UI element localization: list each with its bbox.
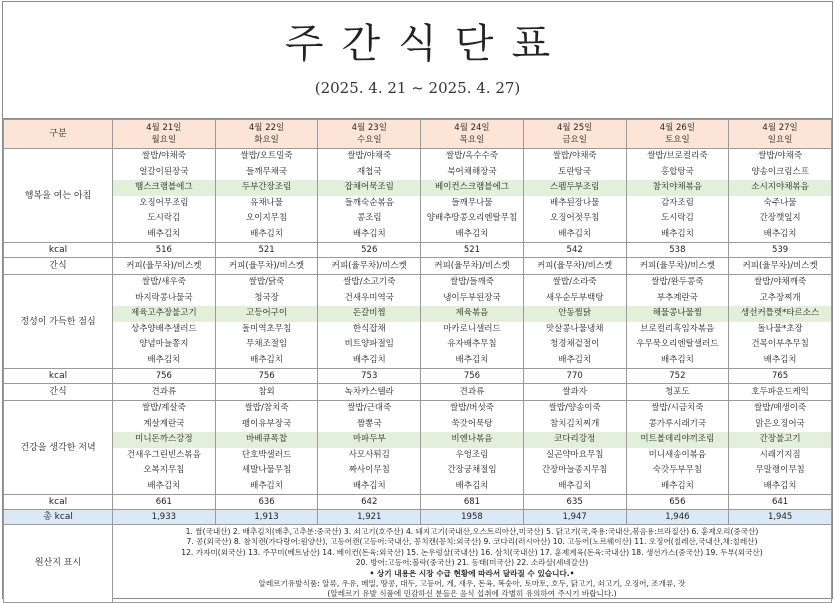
- snack-item: 청포도: [626, 384, 729, 401]
- kcal-value: 635: [523, 495, 626, 510]
- menu-item: 스펨두부조림: [524, 180, 626, 196]
- origin-line: 7. 콩(외국산) 8. 참치캔(가다랑어:원양산), 고등어캔(고등어:국내산, 꽁치캔(꽁치:외국산) 9. 코다리(러시아산) 10. 고등어(노르웨이산) 11. 오징어(칠레산,국내산,채:칠레산): [186, 537, 758, 547]
- menu-item: 쌀밥/오트밀죽: [240, 151, 293, 161]
- menu-item: 실곤약마요무침: [545, 449, 604, 460]
- menu-item: 미니새송이볶음: [648, 449, 707, 460]
- breakfast-menu-cell: [626, 149, 729, 243]
- menu-item: 돌나물*초장: [757, 323, 803, 334]
- kcal-value: 753: [318, 369, 421, 384]
- menu-item: 팽이유부장국: [241, 418, 292, 429]
- day-date: 4월 26일: [659, 123, 696, 133]
- breakfast-menu-cell: [729, 149, 832, 243]
- menu-item: 쌀밥/시금치죽: [651, 403, 704, 413]
- breakfast-menu-cell: [318, 149, 421, 243]
- menu-item: 소시지야채볶음: [729, 180, 831, 196]
- menu-item: 도시락김: [660, 213, 694, 223]
- kcal-value: 656: [626, 495, 729, 510]
- menu-item: 쌀밥/야채죽: [758, 151, 803, 161]
- lunch-menu-cell: [523, 275, 626, 369]
- menu-item: 배추김치: [147, 354, 181, 365]
- total-value: 1,947: [523, 510, 626, 525]
- menu-item: 마카로니샐러드: [443, 323, 501, 334]
- menu-item: 마파두부: [318, 432, 420, 448]
- menu-item: 배추김치: [352, 480, 386, 491]
- menu-item: 숙갓두부무침: [652, 465, 702, 475]
- menu-item: 햄스크램블에그: [113, 180, 215, 196]
- dinner-menu-cell: [215, 401, 318, 495]
- lunch-menu-cell: [318, 275, 421, 369]
- menu-item: 무말랭이무침: [755, 465, 805, 475]
- menu-item: 양배추땅콩오리엔탈무침: [426, 213, 518, 223]
- kcal-value: 756: [113, 369, 216, 384]
- menu-item: 간장궁채절임: [447, 465, 497, 475]
- menu-item: 유채나물: [250, 197, 283, 208]
- total-value: 1,921: [318, 510, 421, 525]
- menu-item: 들깨무채국: [246, 166, 288, 177]
- menu-item: 제육고추장불고기: [113, 306, 215, 322]
- menu-item: 제육볶음: [421, 306, 523, 322]
- dinner-row: [4, 401, 832, 495]
- day-header: [113, 120, 216, 149]
- menu-item: 안동찜닭: [524, 306, 626, 322]
- menu-item: 배추김치: [558, 354, 592, 365]
- menu-item: 오복지무침: [143, 465, 185, 475]
- menu-item: 간장마늘종지무침: [541, 465, 608, 475]
- total-kcal-row: [4, 510, 832, 525]
- menu-item: 배추김치: [455, 354, 489, 365]
- day-weekday: 토요일: [665, 135, 690, 145]
- lunch-menu-cell: [113, 275, 216, 369]
- menu-item: 쌀밥/완두콩죽: [651, 277, 704, 287]
- menu-sheet: [2, 1, 833, 599]
- kcal-value: 641: [729, 495, 832, 510]
- menu-item: 생선커틀렛*타르소스: [729, 306, 831, 322]
- menu-item: 바지락콩나물국: [135, 292, 193, 303]
- menu-item: 비트양파절임: [344, 339, 394, 349]
- day-weekday: 수요일: [356, 135, 382, 145]
- day-date: 4월 24일: [454, 123, 490, 133]
- day-weekday: 월요일: [151, 135, 177, 145]
- breakfast-menu-cell: [215, 149, 318, 243]
- dinner-label: 건강을 생각한 저녁: [4, 401, 113, 495]
- menu-item: 홍합탕국: [660, 166, 694, 177]
- menu-item: 돈갈비찜: [318, 306, 420, 322]
- snack-item: 커피(율무차)/비스켓: [729, 258, 832, 275]
- kcal-value: 752: [626, 369, 729, 384]
- day-date: 4월 27일: [762, 123, 798, 133]
- lunch-menu-cell: [626, 275, 729, 369]
- origin-line: (알레르기 유발 식품에 민감하신 분들은 음식 섭취에 각별히 유의하여 주시기 바랍니다.): [327, 589, 617, 599]
- day-date: 4월 22일: [248, 123, 285, 133]
- menu-item: 들깨무나물: [451, 197, 493, 208]
- menu-item: 쌀밥/야채죽: [347, 151, 392, 161]
- menu-table: [3, 119, 832, 603]
- menu-item: 참치김치찌개: [550, 418, 600, 429]
- kcal-value: 756: [215, 369, 318, 384]
- kcal-value: 756: [421, 369, 524, 384]
- menu-item: 냉이두부된장국: [443, 292, 501, 303]
- menu-item: 코다리강정: [524, 432, 626, 448]
- menu-item: 브로컬리흑임자볶음: [640, 323, 715, 334]
- day-weekday: 목요일: [459, 135, 485, 145]
- menu-item: 쌀밥/옥수수죽: [445, 151, 499, 161]
- menu-item: 새우순두부백탕: [545, 292, 604, 303]
- origin-line: 1. 쌀(국내산) 2. 배추김치(배추,고추분:중국산) 3. 쇠고기(호주산) 4. 돼지고기(국내산,오스트리아산,미국산) 5. 닭고기(국,죽용:국내산,볶음용:브라질산) 6. 훈제오리(중국산): [185, 527, 759, 536]
- menu-item: 간장불고기: [729, 432, 831, 448]
- kcal-value: 542: [523, 243, 626, 258]
- menu-item: 배추김치: [763, 480, 797, 491]
- day-header: [523, 120, 626, 149]
- menu-item: 고추장찌개: [759, 292, 801, 303]
- menu-item: 미트볼데리야끼조림: [627, 432, 729, 448]
- menu-item: 청경채겉절이: [550, 339, 600, 349]
- menu-item: 우엉조림: [455, 449, 489, 460]
- menu-item: 배추김치: [352, 354, 386, 365]
- menu-item: 쌀밥/닭죽: [248, 277, 285, 287]
- day-weekday: 금요일: [562, 135, 587, 145]
- header-row: [4, 120, 832, 149]
- snack-item: 커피(율무차)/비스켓: [215, 258, 318, 275]
- snack2-row: [4, 384, 832, 401]
- menu-item: 쑥갓어묵탕: [451, 418, 493, 429]
- menu-item: 짬뽕국: [356, 418, 382, 429]
- menu-item: 배추된장나물: [550, 197, 600, 208]
- menu-item: 배추김치: [763, 354, 797, 365]
- menu-item: 베이컨스크램블에그: [421, 180, 523, 196]
- kcal-value: 661: [113, 495, 216, 510]
- origin-notes: [113, 525, 832, 603]
- kcal-value: 770: [523, 369, 626, 384]
- dinner-kcal-row: [4, 495, 832, 510]
- snack-item: 녹차카스텔라: [318, 384, 421, 401]
- origin-line: 알레르기유발식품: 알류, 우유, 메밀, 땅콩, 대두, 고등어, 게, 새우, 돈육, 복숭아, 토마토, 호두, 닭고기, 쇠고기, 오징어, 조개류, 잣: [258, 579, 686, 589]
- menu-item: 쌀밥/양송이죽: [548, 403, 601, 413]
- breakfast-label: 행복을 여는 아침: [4, 149, 113, 243]
- kcal-value: 765: [729, 369, 832, 384]
- title-box: [3, 2, 832, 119]
- kcal-label: kcal: [4, 243, 113, 258]
- breakfast-menu-cell: [523, 149, 626, 243]
- menu-item: 쌀밥/브로컬리죽: [647, 151, 708, 161]
- day-date: 4월 23일: [351, 123, 387, 133]
- menu-item: 청국장: [254, 292, 279, 303]
- menu-item: 쌀밥/야채죽: [552, 151, 597, 161]
- menu-item: 배추김치: [455, 480, 489, 491]
- day-header: [318, 120, 421, 149]
- menu-item: 부추계란국: [656, 292, 698, 303]
- menu-item: 무채조절임: [246, 339, 288, 349]
- breakfast-row: [4, 149, 832, 243]
- menu-item: 양송이크림스프: [751, 166, 809, 177]
- header-label: 구분: [4, 120, 113, 149]
- snack-item: 참외: [215, 384, 318, 401]
- menu-item: 유자배추무침: [447, 339, 497, 349]
- kcal-value: 521: [421, 243, 524, 258]
- menu-item: 쌀밥/들깨죽: [450, 277, 494, 287]
- day-weekday: 일요일: [767, 135, 793, 145]
- menu-item: 단호박샐러드: [241, 449, 292, 460]
- dinner-menu-cell: [523, 401, 626, 495]
- menu-item: 쌀밥/야채깨죽: [754, 277, 807, 287]
- menu-item: 쌀밥/계살죽: [141, 403, 186, 413]
- dinner-menu-cell: [421, 401, 524, 495]
- day-weekday: 화요일: [254, 135, 279, 145]
- menu-item: 바베큐폭찹: [216, 432, 318, 448]
- menu-item: 우무묵오리엔탈샐러드: [636, 339, 719, 349]
- menu-item: 맛살콩나물냉채: [545, 323, 604, 334]
- dinner-menu-cell: [729, 401, 832, 495]
- menu-item: 배추김치: [250, 480, 283, 491]
- snack-item: 커피(율무차)/비스켓: [626, 258, 729, 275]
- menu-item: 두부간장조림: [216, 180, 318, 196]
- menu-item: 오징어젓무침: [550, 213, 600, 223]
- menu-item: 건새우미역국: [344, 292, 394, 303]
- menu-item: 배추김치: [558, 228, 592, 239]
- total-value: 1,946: [626, 510, 729, 525]
- snack1-row: [4, 258, 832, 275]
- snack-item: 호두파운드케익: [729, 384, 832, 401]
- menu-item: 상추양배추샐러드: [131, 323, 197, 334]
- snack-item: 커피(율무차)/비스켓: [523, 258, 626, 275]
- menu-item: 들깨숙순볶음: [344, 197, 394, 208]
- origin-line: • 상기 내용은 시장 수급 현황에 따라서 달라질 수 있습니다.•: [369, 568, 575, 578]
- menu-item: 배추김치: [660, 354, 694, 365]
- menu-item: 한식잡채: [352, 323, 386, 334]
- menu-item: 북어채해장국: [447, 166, 497, 177]
- dinner-menu-cell: [113, 401, 216, 495]
- snack-item: 견과류: [113, 384, 216, 401]
- page-title: 주간식단표: [284, 21, 569, 67]
- day-date: 4월 21일: [146, 123, 182, 133]
- day-header: [626, 120, 729, 149]
- kcal-value: 526: [318, 243, 421, 258]
- origin-line: 20. 방어:고등어:볼락(중국산) 21. 동태(미국산) 22. 소라살(세네갈산): [355, 558, 589, 568]
- menu-item: 오징어무조림: [139, 197, 189, 208]
- menu-item: 쌀밥/소고기죽: [343, 277, 396, 287]
- kcal-label: kcal: [4, 369, 113, 384]
- menu-item: 비엔나볶음: [421, 432, 523, 448]
- breakfast-menu-cell: [113, 149, 216, 243]
- snack-item: 커피(율무차)/비스켓: [113, 258, 216, 275]
- menu-item: 계살계란국: [143, 418, 185, 429]
- total-label: 총 kcal: [4, 510, 113, 525]
- day-date: 4월 25일: [556, 123, 593, 133]
- total-value: 1,913: [215, 510, 318, 525]
- origin-label: 원산지 표시: [4, 525, 113, 603]
- menu-item: 세발나물무침: [241, 465, 292, 475]
- kcal-value: 636: [215, 495, 318, 510]
- menu-item: 사모사튀김: [348, 449, 390, 460]
- menu-item: 짜사이무침: [348, 465, 390, 475]
- day-header: [215, 120, 318, 149]
- menu-item: 고등어구이: [216, 306, 318, 322]
- menu-item: 쌀밥/매생이죽: [754, 403, 807, 413]
- menu-item: 숙주나물: [763, 197, 797, 208]
- menu-item: 재첩국: [356, 166, 382, 177]
- breakfast-menu-cell: [421, 149, 524, 243]
- menu-item: 쌀밥/참치죽: [244, 403, 289, 413]
- menu-item: 쌀밥/버섯죽: [450, 403, 494, 413]
- menu-item: 배추김치: [250, 228, 283, 239]
- total-value: 1,933: [113, 510, 216, 525]
- menu-item: 참치야채볶음: [627, 180, 729, 196]
- origin-row: [4, 525, 832, 603]
- snack-item: 견과류: [421, 384, 524, 401]
- date-range: (2025. 4. 21 ~ 2025. 4. 27): [314, 79, 521, 97]
- menu-item: 배추김치: [147, 480, 181, 491]
- kcal-value: 642: [318, 495, 421, 510]
- kcal-value: 539: [729, 243, 832, 258]
- menu-item: 맑은오징어국: [755, 418, 805, 429]
- lunch-menu-cell: [729, 275, 832, 369]
- menu-item: 간장깻잎지: [759, 213, 801, 223]
- snack-label: 간식: [4, 384, 113, 401]
- menu-item: 배추김치: [558, 480, 592, 491]
- menu-item: 건목이부추무침: [751, 339, 809, 349]
- lunch-row: [4, 275, 832, 369]
- menu-item: 배추김치: [660, 480, 694, 491]
- snack-item: 커피(율무차)/비스켓: [318, 258, 421, 275]
- menu-item: 쌀밥/근대죽: [347, 403, 392, 413]
- snack-label: 간식: [4, 258, 113, 275]
- menu-item: 배추김치: [763, 228, 797, 239]
- menu-item: 배추김치: [250, 354, 283, 365]
- menu-item: 감자조림: [660, 197, 694, 208]
- lunch-kcal-row: [4, 369, 832, 384]
- menu-item: 배추김치: [147, 228, 181, 239]
- menu-item: 건새우그린빈스볶음: [126, 449, 201, 460]
- menu-item: 오이지무침: [246, 213, 288, 223]
- dinner-menu-cell: [626, 401, 729, 495]
- menu-item: 미니돈까스강정: [113, 432, 215, 448]
- lunch-label: 정성이 가득한 점심: [4, 275, 113, 369]
- dinner-menu-cell: [318, 401, 421, 495]
- snack-item: 커피(율무차)/비스켓: [421, 258, 524, 275]
- menu-item: 얼갈이된장국: [139, 166, 189, 177]
- origin-line: 12. 가자미(외국산) 13. 주꾸미(베트남산) 14. 베이컨(돈육:외국산) 15. 논우렁살(국내산) 16. 삼치(국내산) 17. 훈제계육(돈육:국내산) 18. 생선가스(중국산) 19. 두부(외국산): [181, 547, 763, 557]
- kcal-value: 516: [113, 243, 216, 258]
- menu-item: 쌀밥/새우죽: [141, 277, 186, 287]
- kcal-value: 538: [626, 243, 729, 258]
- total-value: 1958: [421, 510, 524, 525]
- menu-item: 콩가루시래기국: [648, 418, 707, 429]
- menu-item: 쌀밥/소라죽: [552, 277, 597, 287]
- day-header: [421, 120, 524, 149]
- menu-item: 해물콩나물찜: [627, 306, 729, 322]
- lunch-menu-cell: [421, 275, 524, 369]
- day-header: [729, 120, 832, 149]
- snack-item: 쌀과자: [523, 384, 626, 401]
- menu-item: 도시락김: [147, 213, 181, 223]
- kcal-value: 681: [421, 495, 524, 510]
- menu-item: 양념마늘쫑지: [139, 339, 189, 349]
- kcal-label: kcal: [4, 495, 113, 510]
- total-value: 1,945: [729, 510, 832, 525]
- menu-item: 배추김치: [660, 228, 694, 239]
- lunch-menu-cell: [215, 275, 318, 369]
- menu-item: 돌미역초무침: [241, 323, 292, 334]
- menu-item: 시래기지짐: [759, 449, 801, 460]
- breakfast-kcal-row: [4, 243, 832, 258]
- menu-item: 배추김치: [352, 228, 386, 239]
- menu-item: 콩조림: [356, 213, 382, 223]
- kcal-value: 521: [215, 243, 318, 258]
- menu-item: 잡채어묵조림: [318, 180, 420, 196]
- menu-item: 배추김치: [455, 228, 489, 239]
- menu-item: 토란탕국: [558, 166, 592, 177]
- menu-item: 쌀밥/야채죽: [141, 151, 186, 161]
